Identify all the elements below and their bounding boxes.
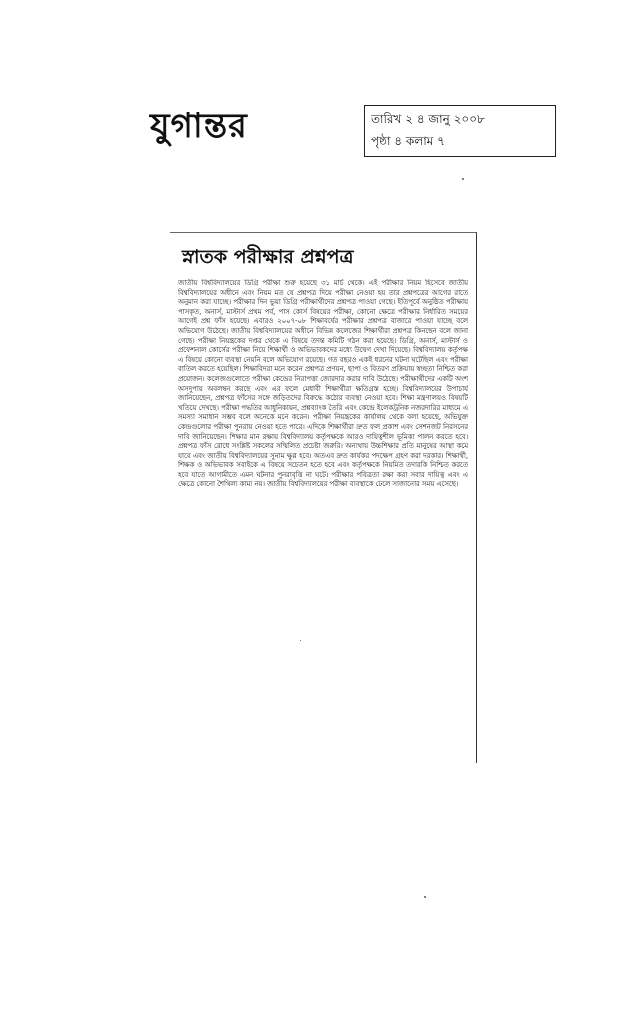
news-clipping: [170, 232, 477, 763]
date-stamp: [364, 105, 556, 157]
article-headline: স্নাতক পরীক্ষার প্রশ্নপত্র: [182, 246, 354, 268]
newspaper-masthead: যুগান্তর: [150, 106, 248, 146]
stamp-page-line: পৃষ্ঠা ৪ কলাম ৭: [371, 134, 445, 148]
stamp-date-line: তারিখ ২ ৪ জানু ২০০৮: [371, 112, 485, 126]
article-body: জাতীয় বিশ্ববিদ্যালয়ের ডিগ্রি পরীক্ষা শুরু হয়েছে ৩১ মার্চ থেকে। এই পরীক্ষার নিয়ম হিসেবে জাতীয় বিশ্ববিদ্যালয়ের অধীনে এবং নিয়ম মত যে প্রশ্নপত্র দিয়ে পরীক্ষা নেওয়া হয় তার প্রশ্নপত্রের আগের রাতে অনুমান করা যাচ্ছে। পরীক্ষার দিন ভুয়া ডিগ্রি পরীক্ষার্থীদের প্রশ্নপত্র পাওয়া গেছে। ইতিপূর্বে অনুষ্ঠিত পরীক্ষায় পাসকৃত, অনার্স, মাস্টার্স প্রথম পর্ব, পাস কোর্স বিষয়ের পরীক্ষা, কোনো ক্ষেত্রে পরীক্ষার নির্ধারিত সময়ের আগেই প্রশ্ন ফাঁস হয়েছে। এবারও ২০০৭-০৮ শিক্ষাবর্ষের পরীক্ষার প্রশ্নপত্র বাজারে পাওয়া যাচ্ছে বলে অভিযোগ উঠেছে। জাতীয় বিশ্ববিদ্যালয়ের অধীনে বিভিন্ন কলেজের শিক্ষার্থীরা প্রশ্নপত্র কিনছেন বলে জানা গেছে। পরীক্ষা নিয়ন্ত্রকের দপ্তর থেকে এ বিষয়ে তদন্ত কমিটি গঠন করা হয়েছে। ডিগ্রি, অনার্স, মাস্টার্স ও প্রফেশনাল কোর্সের পরীক্ষা নিয়ে শিক্ষার্থী ও অভিভাবকদের মধ্যে উদ্বেগ দেখা দিয়েছে। বিশ্ববিদ্যালয় কর্তৃপক্ষ এ বিষয়ে কোনো ব্যবস্থা নেয়নি বলে অভিযোগ রয়েছে। গত বছরও একই ধরনের ঘটনা ঘটেছিল এবং পরীক্ষা বাতিল করতে হয়েছিল। শিক্ষাবিদরা মনে করেন প্রশ্নপত্র প্রণয়ন, ছাপা ও বিতরণ প্রক্রিয়ায় স্বচ্ছতা নিশ্চিত করা প্রয়োজন। কলেজগুলোতে পরীক্ষা কেন্দ্রের নিরাপত্তা জোরদার করার দাবি উঠেছে। পরীক্ষার্থীদের একটি অংশ অসদুপায় অবলম্বন করছে এবং এর ফলে মেধাবী শিক্ষার্থীরা ক্ষতিগ্রস্ত হচ্ছে। বিশ্ববিদ্যালয়ের উপাচার্য জানিয়েছেন, প্রশ্নপত্র ফাঁসের সঙ্গে জড়িতদের বিরুদ্ধে কঠোর ব্যবস্থা নেওয়া হবে। শিক্ষা মন্ত্রণালয়ও বিষয়টি খতিয়ে দেখছে। পরীক্ষা পদ্ধতির আধুনিকায়ন, প্রশ্নব্যাংক তৈরি এবং কেন্দ্রে ইলেকট্রনিক নজরদারির মাধ্যমে এ সমস্যা সমাধান সম্ভব বলে অনেকে মনে করেন। পরীক্ষা নিয়ন্ত্রকের কার্যালয় থেকে বলা হয়েছে, অভিযুক্ত কেন্দ্রগুলোর পরীক্ষা পুনরায় নেওয়া হতে পারে। এদিকে শিক্ষার্থীরা দ্রুত ফল প্রকাশ এবং সেশনজট নিরসনের দাবি জানিয়েছেন। শিক্ষার মান রক্ষায় বিশ্ববিদ্যালয় কর্তৃপক্ষকে আরও দায়িত্বশীল ভূমিকা পালন করতে হবে। প্রশ্নপত্র ফাঁস রোধে সংশ্লিষ্ট সকলের সম্মিলিত প্রচেষ্টা জরুরি। অন্যথায় উচ্চশিক্ষার প্রতি মানুষের আস্থা কমে যাবে এবং জাতীয় বিশ্ববিদ্যালয়ের সুনাম ক্ষুণ্ণ হবে। অতএব দ্রুত কার্যকর পদক্ষেপ গ্রহণ করা দরকার। শিক্ষার্থী, শিক্ষক ও অভিভাবক সবাইকে এ বিষয়ে সচেতন হতে হবে এবং কর্তৃপক্ষকে নিয়মিত তদারকি নিশ্চিত করতে হবে যাতে আগামীতে এমন ঘটনার পুনরাবৃত্তি না ঘটে। পরীক্ষার পবিত্রতা রক্ষা করা সবার দায়িত্ব এবং এ ক্ষেত্রে কোনো শৈথিল্য কাম্য নয়। জাতীয় বিশ্ববিদ্যালয়ের পরীক্ষা ব্যবস্থাকে ঢেলে সাজানোর সময় এসেছে।: [178, 279, 468, 489]
